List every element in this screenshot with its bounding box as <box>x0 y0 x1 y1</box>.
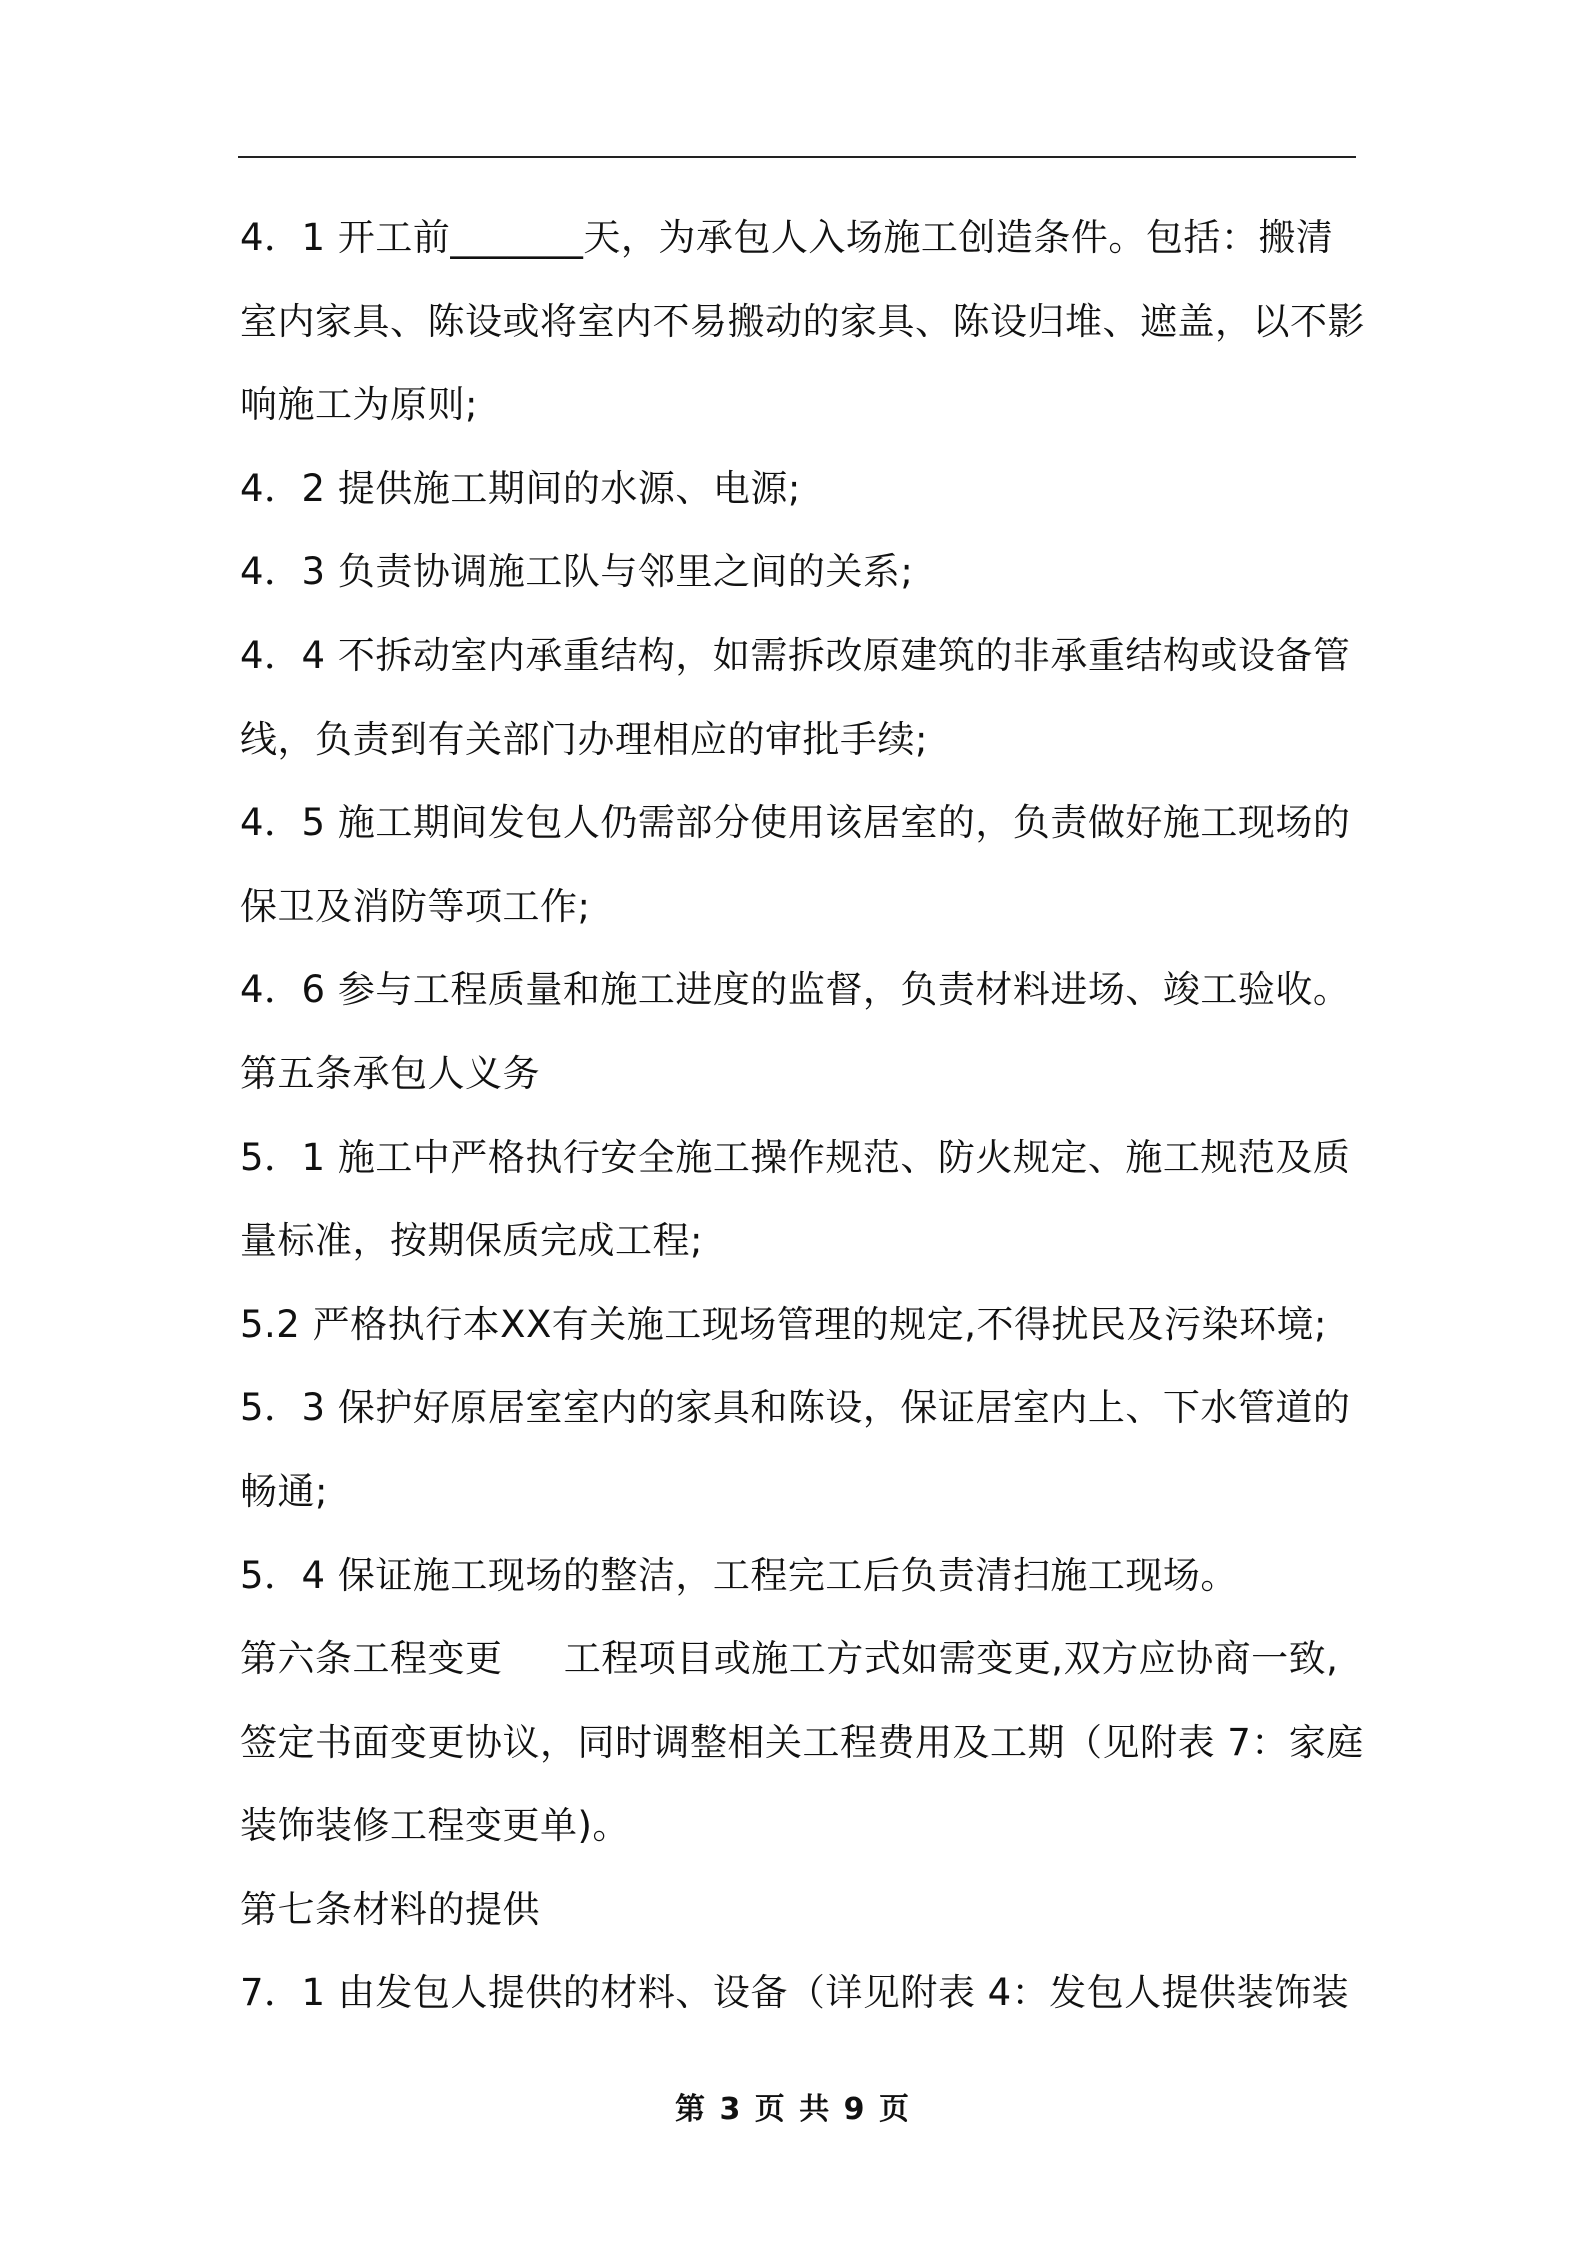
text-line: 5．1 施工中严格执行安全施工操作规范、防火规定、施工规范及质 <box>240 1135 1351 1179</box>
text-line: 响施工为原则; <box>240 383 478 427</box>
text-line: 4．5 施工期间发包人仍需部分使用该居室的，负责做好施工现场的 <box>240 801 1351 845</box>
text-line: 畅通; <box>240 1469 328 1513</box>
header-rule <box>238 156 1356 158</box>
text-line: 5．3 保护好原居室室内的家具和陈设，保证居室内上、下水管道的 <box>240 1386 1351 1430</box>
section-heading: 第七条材料的提供 <box>240 1887 540 1931</box>
text-line: 4．6 参与工程质量和施工进度的监督，负责材料进场、竣工验收。 <box>240 968 1351 1012</box>
page-number-footer: 第 3 页 共 9 页 <box>675 2092 911 2127</box>
document-body <box>240 196 1365 2035</box>
text-line: 4．1 开工前_______天，为承包人入场施工创造条件。包括：搬清 <box>240 216 1334 259</box>
text-line: 4．2 提供施工期间的水源、电源; <box>240 466 801 510</box>
text-line: 7．1 由发包人提供的材料、设备（详见附表 4：发包人提供装饰装 <box>240 1971 1350 2015</box>
text-line: 4．3 负责协调施工队与邻里之间的关系; <box>240 550 914 594</box>
text-line: 装饰装修工程变更单)。 <box>240 1804 630 1848</box>
text-line: 签定书面变更协议，同时调整相关工程费用及工期（见附表 7：家庭 <box>240 1720 1364 1764</box>
text-line: 保卫及消防等项工作; <box>240 884 591 928</box>
text-line: 线，负责到有关部门办理相应的审批手续; <box>240 717 928 761</box>
section-heading: 第五条承包人义务 <box>240 1051 540 1095</box>
text-line: 5.2 严格执行本XX有关施工现场管理的规定,不得扰民及污染环境; <box>240 1302 1328 1346</box>
text-line: 量标准，按期保质完成工程; <box>240 1219 703 1263</box>
text-line: 5．4 保证施工现场的整洁，工程完工后负责清扫施工现场。 <box>240 1553 1238 1597</box>
section-heading: 第六条工程变更 工程项目或施工方式如需变更,双方应协商一致, <box>240 1637 1339 1681</box>
text-line: 室内家具、陈设或将室内不易搬动的家具、陈设归堆、遮盖，以不影 <box>240 299 1365 343</box>
text-line: 4．4 不拆动室内承重结构，如需拆改原建筑的非承重结构或设备管 <box>240 633 1351 677</box>
